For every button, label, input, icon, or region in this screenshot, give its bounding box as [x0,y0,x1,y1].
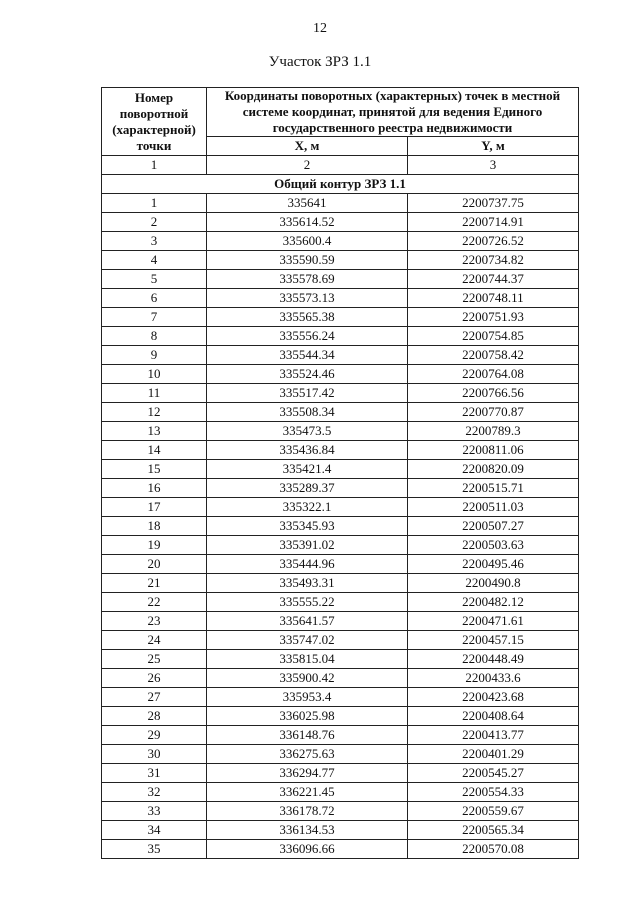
table-row [102,327,579,346]
y-coordinate-cell: 2200714.91 [408,213,579,232]
table-row [102,479,579,498]
point-number-cell: 15 [102,460,207,479]
table-body [102,194,579,859]
x-coordinate-cell: 335473.5 [207,422,408,441]
y-coordinate-cell: 2200789.3 [408,422,579,441]
point-number-cell: 18 [102,517,207,536]
table-row [102,745,579,764]
y-coordinate-cell: 2200511.03 [408,498,579,517]
header-coordinates: Координаты поворотных (характерных) точек в местной системе координат, принятой для ведения Единого государственного реестра недвижимости [207,88,579,137]
point-number-cell: 10 [102,365,207,384]
y-coordinate-cell: 2200413.77 [408,726,579,745]
table-row [102,688,579,707]
point-number-cell: 1 [102,194,207,213]
y-coordinate-cell: 2200408.64 [408,707,579,726]
x-coordinate-cell: 336221.45 [207,783,408,802]
x-coordinate-cell: 336025.98 [207,707,408,726]
x-coordinate-cell: 335391.02 [207,536,408,555]
x-coordinate-cell: 335436.84 [207,441,408,460]
y-coordinate-cell: 2200471.61 [408,612,579,631]
x-coordinate-cell: 336275.63 [207,745,408,764]
x-coordinate-cell: 335614.52 [207,213,408,232]
table-row [102,821,579,840]
x-coordinate-cell: 335578.69 [207,270,408,289]
y-coordinate-cell: 2200737.75 [408,194,579,213]
x-coordinate-cell: 335544.34 [207,346,408,365]
x-coordinate-cell: 335556.24 [207,327,408,346]
y-coordinate-cell: 2200811.06 [408,441,579,460]
point-number-cell: 33 [102,802,207,821]
x-coordinate-cell: 335953.4 [207,688,408,707]
table-row [102,840,579,859]
table-row [102,631,579,650]
table-row [102,802,579,821]
table-row [102,555,579,574]
column-index-cell: 3 [408,156,579,175]
x-coordinate-cell: 335900.42 [207,669,408,688]
x-coordinate-cell: 335444.96 [207,555,408,574]
table-row [102,650,579,669]
y-coordinate-cell: 2200433.6 [408,669,579,688]
y-coordinate-cell: 2200482.12 [408,593,579,612]
x-coordinate-cell: 335289.37 [207,479,408,498]
y-coordinate-cell: 2200490.8 [408,574,579,593]
x-coordinate-cell: 335345.93 [207,517,408,536]
coordinates-table [101,87,579,859]
table-row [102,365,579,384]
y-coordinate-cell: 2200423.68 [408,688,579,707]
point-number-cell: 27 [102,688,207,707]
point-number-cell: 4 [102,251,207,270]
header-y: Y, м [408,137,579,156]
y-coordinate-cell: 2200751.93 [408,308,579,327]
y-coordinate-cell: 2200559.67 [408,802,579,821]
table-row [102,612,579,631]
y-coordinate-cell: 2200764.08 [408,365,579,384]
x-coordinate-cell: 335508.34 [207,403,408,422]
y-coordinate-cell: 2200766.56 [408,384,579,403]
point-number-cell: 14 [102,441,207,460]
x-coordinate-cell: 335641.57 [207,612,408,631]
point-number-cell: 2 [102,213,207,232]
x-coordinate-cell: 335565.38 [207,308,408,327]
x-coordinate-cell: 335421.4 [207,460,408,479]
y-coordinate-cell: 2200820.09 [408,460,579,479]
point-number-cell: 21 [102,574,207,593]
point-number-cell: 19 [102,536,207,555]
x-coordinate-cell: 335524.46 [207,365,408,384]
point-number-cell: 35 [102,840,207,859]
table-row [102,251,579,270]
x-coordinate-cell: 335555.22 [207,593,408,612]
x-coordinate-cell: 335641 [207,194,408,213]
point-number-cell: 25 [102,650,207,669]
x-coordinate-cell: 336096.66 [207,840,408,859]
table-row [102,726,579,745]
point-number-cell: 6 [102,289,207,308]
x-coordinate-cell: 335493.31 [207,574,408,593]
point-number-cell: 9 [102,346,207,365]
point-number-cell: 26 [102,669,207,688]
x-coordinate-cell: 336148.76 [207,726,408,745]
x-coordinate-cell: 335600.4 [207,232,408,251]
point-number-cell: 32 [102,783,207,802]
y-coordinate-cell: 2200495.46 [408,555,579,574]
table-row [102,707,579,726]
point-number-cell: 12 [102,403,207,422]
table-row [102,384,579,403]
header-point-number: Номер поворотной (характерной) точки [102,88,207,156]
table-row [102,346,579,365]
x-coordinate-cell: 335590.59 [207,251,408,270]
point-number-cell: 7 [102,308,207,327]
x-coordinate-cell: 335747.02 [207,631,408,650]
column-index-cell: 1 [102,156,207,175]
table-row [102,441,579,460]
table-row [102,403,579,422]
x-coordinate-cell: 335517.42 [207,384,408,403]
table-row [102,669,579,688]
x-coordinate-cell: 335573.13 [207,289,408,308]
y-coordinate-cell: 2200545.27 [408,764,579,783]
y-coordinate-cell: 2200515.71 [408,479,579,498]
page-number: 12 [313,21,327,36]
table-row [102,270,579,289]
point-number-cell: 17 [102,498,207,517]
point-number-cell: 24 [102,631,207,650]
point-number-cell: 8 [102,327,207,346]
table-row [102,308,579,327]
x-coordinate-cell: 336178.72 [207,802,408,821]
table-row [102,422,579,441]
y-coordinate-cell: 2200770.87 [408,403,579,422]
point-number-cell: 3 [102,232,207,251]
y-coordinate-cell: 2200734.82 [408,251,579,270]
point-number-cell: 23 [102,612,207,631]
section-title: Общий контур ЗРЗ 1.1 [102,175,579,194]
point-number-cell: 34 [102,821,207,840]
point-number-cell: 11 [102,384,207,403]
y-coordinate-cell: 2200503.63 [408,536,579,555]
x-coordinate-cell: 335322.1 [207,498,408,517]
y-coordinate-cell: 2200448.49 [408,650,579,669]
table-row [102,232,579,251]
point-number-cell: 20 [102,555,207,574]
y-coordinate-cell: 2200748.11 [408,289,579,308]
header-x: X, м [207,137,408,156]
y-coordinate-cell: 2200565.34 [408,821,579,840]
column-index-row [102,156,579,175]
document-title: Участок ЗРЗ 1.1 [268,54,372,70]
y-coordinate-cell: 2200744.37 [408,270,579,289]
table-row [102,536,579,555]
point-number-cell: 31 [102,764,207,783]
y-coordinate-cell: 2200758.42 [408,346,579,365]
y-coordinate-cell: 2200570.08 [408,840,579,859]
y-coordinate-cell: 2200554.33 [408,783,579,802]
column-index-cell: 2 [207,156,408,175]
table-row [102,213,579,232]
x-coordinate-cell: 335815.04 [207,650,408,669]
table-row [102,574,579,593]
table-row [102,593,579,612]
table-row [102,783,579,802]
point-number-cell: 29 [102,726,207,745]
table-row [102,460,579,479]
y-coordinate-cell: 2200457.15 [408,631,579,650]
table-row [102,517,579,536]
point-number-cell: 28 [102,707,207,726]
section-row [102,175,579,194]
table-row [102,194,579,213]
y-coordinate-cell: 2200401.29 [408,745,579,764]
point-number-cell: 5 [102,270,207,289]
point-number-cell: 13 [102,422,207,441]
point-number-cell: 16 [102,479,207,498]
table-row [102,498,579,517]
point-number-cell: 30 [102,745,207,764]
table-row [102,764,579,783]
y-coordinate-cell: 2200726.52 [408,232,579,251]
point-number-cell: 22 [102,593,207,612]
x-coordinate-cell: 336294.77 [207,764,408,783]
table-row [102,289,579,308]
y-coordinate-cell: 2200754.85 [408,327,579,346]
x-coordinate-cell: 336134.53 [207,821,408,840]
y-coordinate-cell: 2200507.27 [408,517,579,536]
